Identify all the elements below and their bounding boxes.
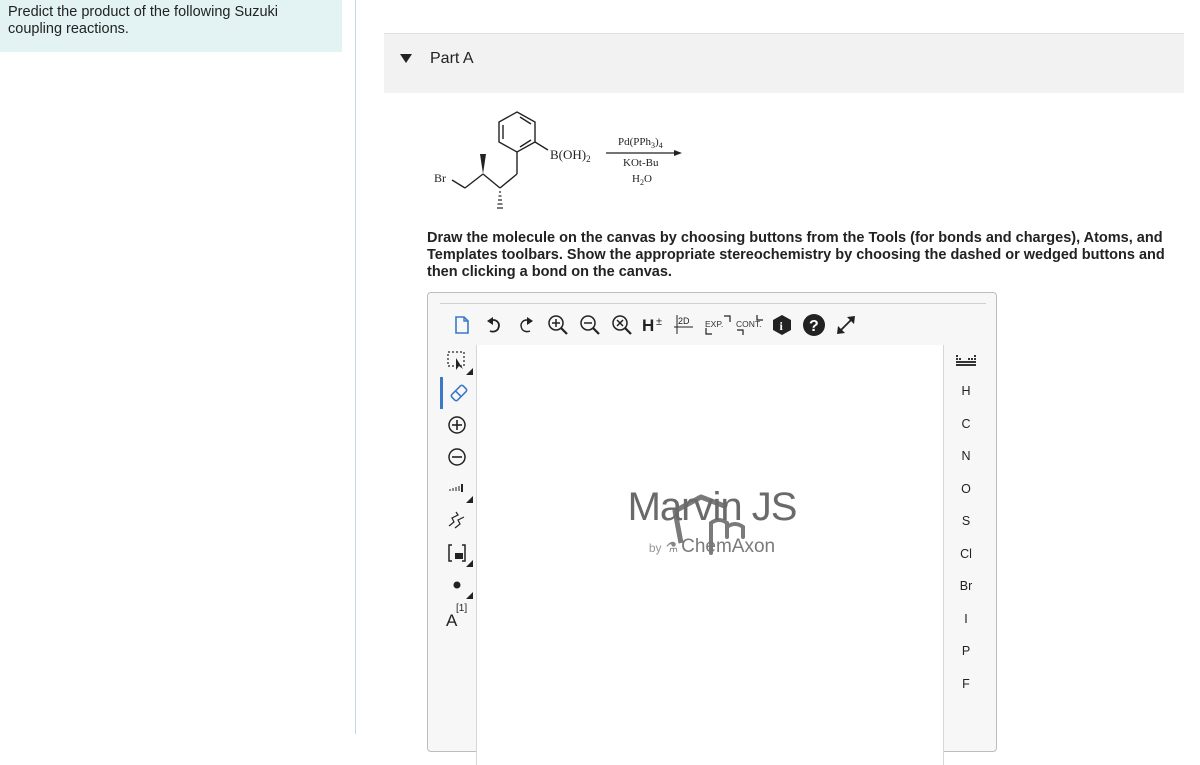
plus-charge-icon bbox=[446, 414, 468, 436]
negative-charge-tool[interactable] bbox=[440, 441, 474, 473]
reaction-scheme bbox=[420, 108, 720, 218]
contract-label: CONT. bbox=[736, 319, 762, 329]
eraser-tool[interactable] bbox=[440, 377, 474, 409]
atom-button[interactable]: Cl bbox=[960, 546, 972, 561]
expand-label: EXP. bbox=[705, 319, 724, 329]
clean-2d-label: 2D bbox=[678, 316, 690, 326]
contract-button[interactable] bbox=[734, 311, 766, 339]
atom-button[interactable]: F bbox=[962, 676, 970, 691]
bracket-icon bbox=[446, 542, 468, 564]
drawing-canvas[interactable] bbox=[476, 345, 944, 765]
wedge-bond bbox=[480, 154, 486, 174]
top-toolbar bbox=[446, 311, 862, 339]
undo-icon[interactable] bbox=[478, 311, 510, 339]
minus-charge-icon bbox=[446, 446, 468, 468]
radical-dot-icon bbox=[446, 574, 468, 596]
submenu-indicator-icon bbox=[466, 592, 473, 599]
question-pane bbox=[0, 0, 356, 734]
brand-title: Marvin JS bbox=[627, 485, 797, 529]
atom-button[interactable]: C bbox=[961, 416, 971, 431]
zoom-in-icon[interactable] bbox=[542, 311, 574, 339]
help-icon[interactable] bbox=[798, 311, 830, 339]
bond-tool[interactable] bbox=[440, 473, 474, 505]
atom-button[interactable]: Br bbox=[959, 579, 973, 594]
bromine-label: Br bbox=[434, 171, 446, 185]
selection-tool[interactable] bbox=[440, 345, 474, 377]
question-text: Predict the product of the following Suzuki coupling reactions. bbox=[0, 0, 342, 52]
hashed-bond bbox=[497, 192, 503, 208]
boronic-acid-label: $B(OH)_2$ bbox=[550, 147, 591, 164]
brand-by: by bbox=[648, 541, 662, 555]
svg-text:i: i bbox=[779, 319, 783, 333]
text-tool-label: A bbox=[446, 611, 458, 630]
svg-text:?: ? bbox=[809, 318, 819, 335]
instructions-text: Draw the molecule on the canvas by choosing buttons from the Tools (for bonds and charges), Atoms, and Templates toolbars. Show the appropriate stereochemistry by choosing the dashed or wedged buttons and then clicking a bond on the canvas. bbox=[427, 230, 1165, 280]
base-label: KOt-Bu bbox=[623, 157, 659, 169]
redo-icon[interactable] bbox=[510, 311, 542, 339]
part-header[interactable] bbox=[384, 33, 1184, 93]
periodic-table-icon[interactable] bbox=[946, 345, 986, 375]
brand-block bbox=[607, 485, 817, 558]
marvin-editor[interactable] bbox=[427, 292, 997, 752]
collapse-caret-icon[interactable] bbox=[400, 54, 412, 63]
radical-tool[interactable] bbox=[440, 569, 474, 601]
brand-company: ChemAxon bbox=[681, 536, 776, 557]
atom-map-label: [1] bbox=[456, 603, 468, 614]
fullscreen-icon[interactable] bbox=[830, 311, 862, 339]
sgroup-tool[interactable] bbox=[440, 537, 474, 569]
solvent-label: $H_2O$ bbox=[632, 173, 652, 187]
arrowhead-icon bbox=[674, 150, 682, 156]
atoms-toolbar bbox=[946, 345, 986, 700]
tools-toolbar bbox=[440, 345, 476, 633]
clean-2d-button[interactable] bbox=[670, 311, 702, 339]
submenu-indicator-icon bbox=[466, 496, 473, 503]
atom-button[interactable]: N bbox=[961, 449, 971, 464]
atom-button[interactable]: I bbox=[964, 611, 968, 626]
chemaxon-logo-icon: ⚗ bbox=[665, 539, 679, 555]
zoom-fit-icon[interactable] bbox=[606, 311, 638, 339]
zoom-out-icon[interactable] bbox=[574, 311, 606, 339]
atom-button[interactable]: O bbox=[961, 481, 971, 496]
editor-divider bbox=[440, 303, 986, 304]
part-title: Part A bbox=[430, 50, 474, 67]
chain-tool[interactable] bbox=[440, 505, 474, 537]
svg-text:±: ± bbox=[656, 316, 663, 328]
atom-button[interactable]: P bbox=[961, 644, 971, 659]
positive-charge-tool[interactable] bbox=[440, 409, 474, 441]
atom-map-tool[interactable] bbox=[440, 601, 474, 633]
expand-button[interactable] bbox=[702, 311, 734, 339]
info-icon[interactable] bbox=[766, 311, 798, 339]
reaction-drawing bbox=[420, 108, 720, 218]
stereo-bond-icon bbox=[446, 478, 468, 500]
eraser-icon bbox=[448, 382, 470, 404]
benzene-ring bbox=[452, 112, 548, 188]
catalyst-label: $Pd(PPh_3)_4$ bbox=[618, 136, 663, 150]
atom-button[interactable]: H bbox=[961, 384, 971, 399]
selection-icon bbox=[446, 350, 468, 372]
hydrogen-toggle-icon[interactable] bbox=[638, 311, 670, 339]
submenu-indicator-icon bbox=[466, 368, 473, 375]
chain-icon bbox=[446, 510, 468, 532]
brand-subtitle bbox=[607, 536, 817, 558]
svg-text:H: H bbox=[642, 316, 655, 335]
atom-button[interactable]: S bbox=[961, 514, 971, 529]
new-document-icon[interactable] bbox=[446, 311, 478, 339]
submenu-indicator-icon bbox=[466, 560, 473, 567]
